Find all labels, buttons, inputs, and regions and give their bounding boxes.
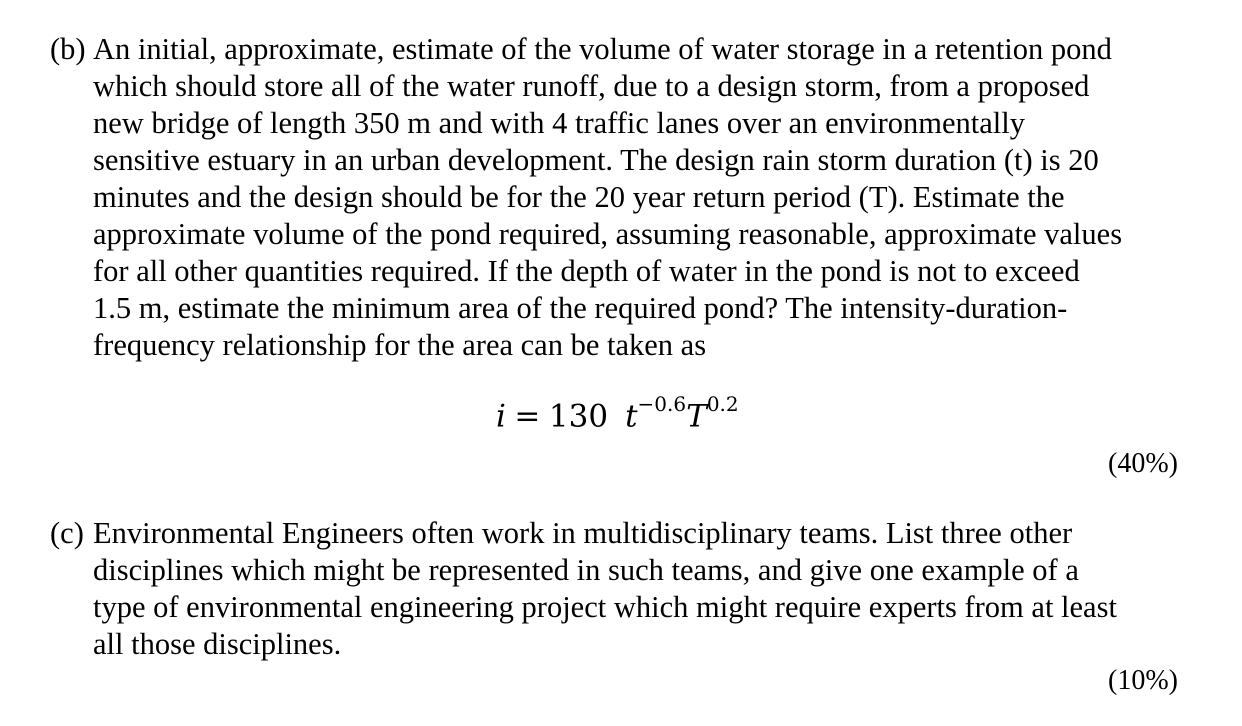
question-b-line: which should store all of the water runoff, due to a design storm, from a proposed [93, 69, 1090, 103]
question-b-line: frequency relationship for the area can be taken as [93, 328, 707, 362]
question-c-marks: (10%) [1108, 665, 1178, 696]
idf-equation [496, 392, 739, 435]
question-b-line: sensitive estuary in an urban development. The design rain storm duration (t) is 20 [93, 143, 1099, 177]
question-b-line: for all other quantities required. If the depth of water in the pond is not to exceed [93, 254, 1080, 288]
equation-coefficient: 130 [548, 398, 609, 435]
equation-T-exponent: 0.2 [706, 392, 739, 416]
equation-equals: = [514, 398, 541, 435]
question-b-line: new bridge of length 350 m and with 4 traffic lanes over an environmentally [93, 106, 1025, 140]
question-c-text [93, 515, 1185, 663]
question-c-line: all those disciplines. [93, 627, 342, 661]
question-b-line: minutes and the design should be for the 20 year return period (T). Estimate the [93, 180, 1065, 214]
question-c-line: disciplines which might be represented in such teams, and give one example of a [93, 553, 1079, 587]
question-c-line: type of environmental engineering project which might require experts from at least [93, 590, 1117, 624]
question-b-label: (b) [50, 32, 86, 66]
question-c-label: (c) [50, 516, 84, 550]
question-b-marks: (40%) [1108, 448, 1178, 479]
equation-t-var: t [625, 398, 638, 435]
equation-t-exponent: −0.6 [637, 392, 687, 416]
equation-T-var: T [686, 398, 707, 435]
question-b-line: An initial, approximate, estimate of the volume of water storage in a retention pond [93, 32, 1112, 66]
question-c-line: Environmental Engineers often work in multidisciplinary teams. List three other [93, 516, 1073, 550]
question-b-line: approximate volume of the pond required, assuming reasonable, approximate values [93, 217, 1123, 251]
equation-lhs: i [496, 398, 506, 435]
question-b-line: 1.5 m, estimate the minimum area of the required pond? The intensity-duration- [93, 291, 1068, 325]
question-b-text [93, 31, 1185, 364]
question-b [50, 31, 1190, 364]
question-c [50, 515, 1190, 663]
